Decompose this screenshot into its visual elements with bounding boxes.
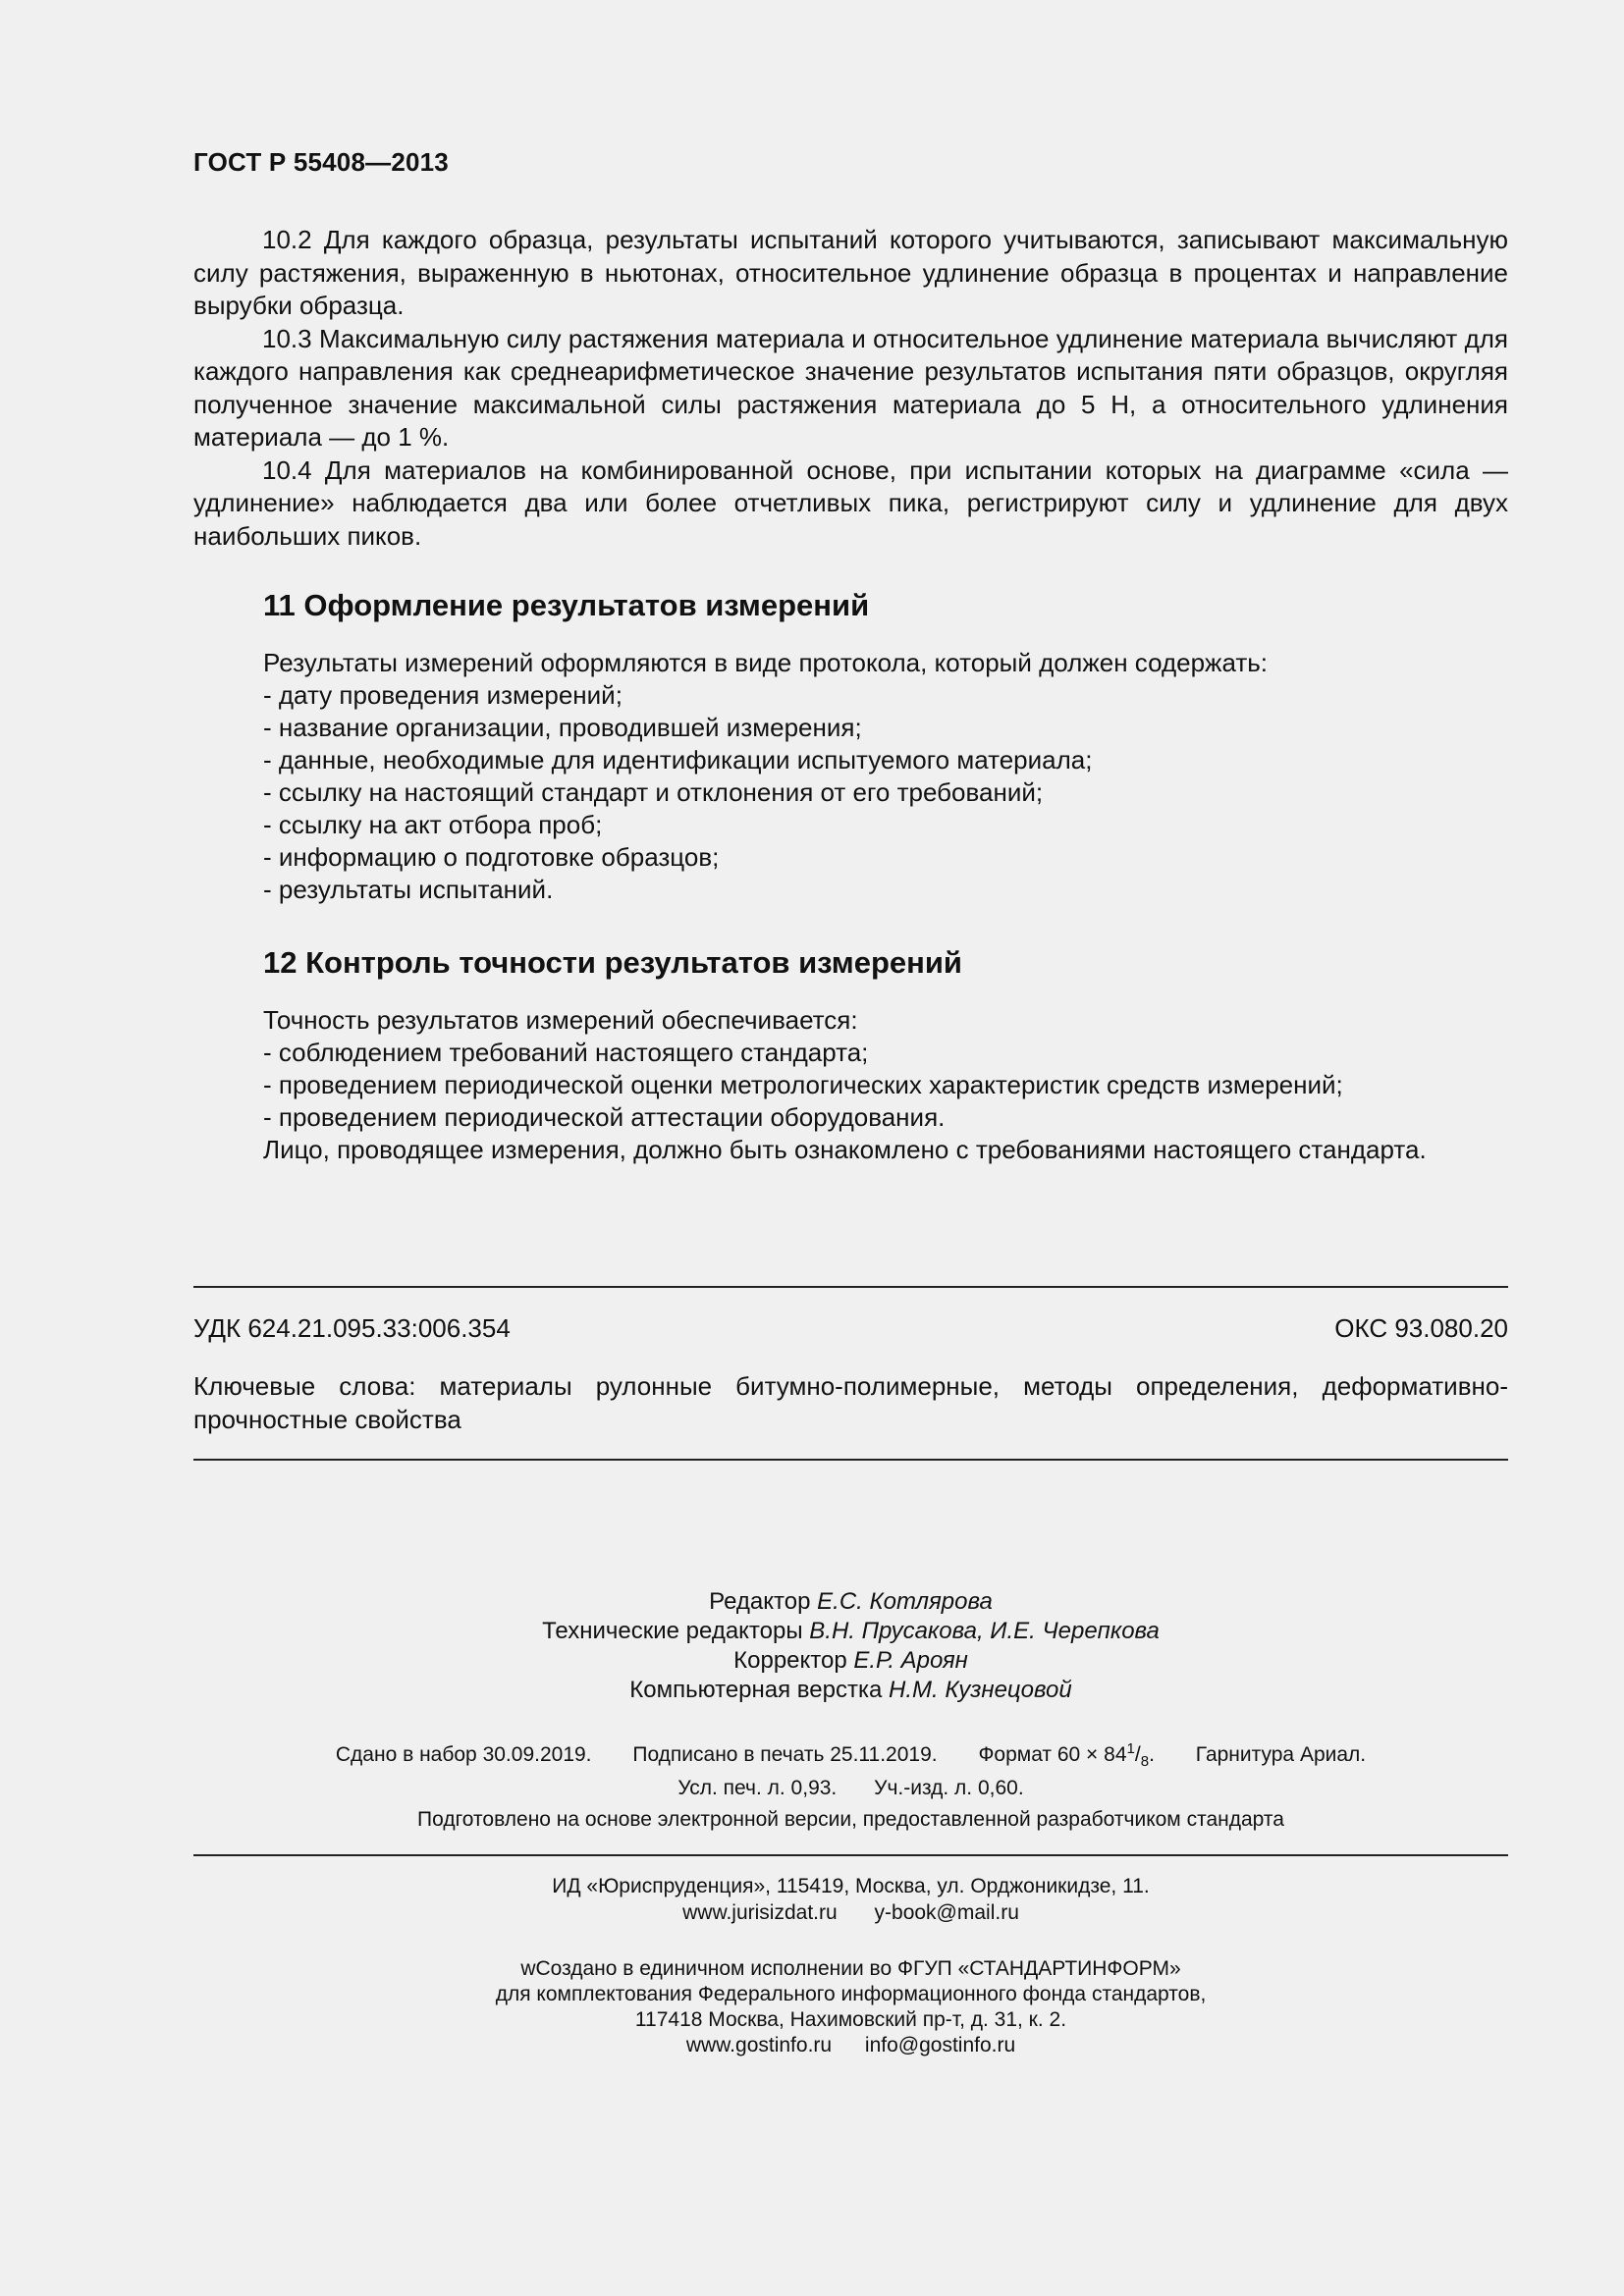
credit-layout <box>193 1676 1508 1705</box>
credit-name: Н.М. Кузнецовой <box>889 1677 1072 1703</box>
section-12 <box>263 943 1508 1166</box>
section-11 <box>263 586 1508 906</box>
udk-code: УДК 624.21.095.33:006.354 <box>193 1313 511 1343</box>
credit-name: В.Н. Прусакова, И.Е. Черепкова <box>809 1618 1160 1644</box>
classification-row <box>193 1313 1508 1344</box>
print-sheets: Усл. печ. л. 0,93. <box>677 1777 838 1800</box>
section-11-line: - ссылку на акт отбора проб; <box>263 810 603 839</box>
section-12-line: Точность результатов измерений обеспечивается: <box>263 1005 858 1035</box>
paper-format: Формат $60 \times 84^1/_8$. <box>978 1740 1155 1771</box>
paragraph-10-4: 10.4 Для материалов на комбинированной основе, при испытании которых на диаграмме «сила — удлинение» наблюдается два или более отчетливых пика, регистрируют силу и удлинение для двух наибольших пиков. <box>193 454 1508 551</box>
section-12-line: - проведением периодической аттестации оборудования. <box>263 1102 946 1132</box>
created-contacts <box>193 2033 1508 2058</box>
created-line: 117418 Москва, Нахимовский пр-т, д. 31, к. 2. <box>634 2008 1067 2031</box>
divider-top <box>193 1286 1508 1288</box>
print-info <box>193 1735 1508 1801</box>
credit-label: Компьютерная верстка <box>629 1677 883 1703</box>
credit-label: Редактор <box>709 1588 811 1615</box>
publisher-address: ИД «Юриспруденция», 115419, Москва, ул. Орджоникидзе, 11. <box>552 1875 1150 1897</box>
format-sup: 1 <box>1126 1740 1135 1757</box>
created-block <box>193 1956 1508 2058</box>
credit-tech-editors <box>193 1617 1508 1646</box>
section-12-title: 12 Контроль точности результатов измерений <box>263 945 962 980</box>
keywords: Ключевые слова: материалы рулонные битумно-полимерные, методы определения, деформативно-прочностные свойства <box>193 1371 1508 1434</box>
credit-corrector <box>193 1646 1508 1676</box>
gostinfo-site-link[interactable]: www.gostinfo.ru <box>685 2034 833 2056</box>
gostinfo-email-link[interactable]: info@gostinfo.ru <box>864 2034 1016 2056</box>
divider-publisher <box>193 1854 1508 1856</box>
credit-label: Корректор <box>733 1647 847 1674</box>
publisher-block <box>193 1873 1508 1926</box>
typeface: Гарнитура Ариал. <box>1195 1743 1367 1766</box>
doc-code: ГОСТ Р 55408—2013 <box>193 147 449 177</box>
section-12-line: - соблюдением требований настоящего стандарта; <box>263 1038 869 1067</box>
credit-name: Е.С. Котлярова <box>817 1588 993 1615</box>
credit-name: Е.Р. Ароян <box>853 1647 968 1674</box>
credit-editor <box>193 1587 1508 1617</box>
pub-sheets: Уч.-изд. л. 0,60. <box>874 1777 1024 1800</box>
paragraph-10-2: 10.2 Для каждого образца, результаты испытаний которого учитываются, записывают максимальную силу растяжения, выраженную в ньютонах, относительное удлинение образца в процентах и направление вырубки образца. <box>193 225 1508 320</box>
created-line: для комплектования Федерального информационного фонда стандартов, <box>495 1983 1207 2005</box>
publisher-email-link[interactable]: y-book@mail.ru <box>874 1901 1019 1924</box>
print-info-row <box>193 1735 1508 1775</box>
section-11-line: - название организации, проводившей измерения; <box>263 713 862 742</box>
section-11-line: - результаты испытаний. <box>263 875 554 904</box>
publisher-contacts <box>193 1899 1508 1926</box>
section-12-line: - проведением периодической оценки метрологических характеристик средств измерений; <box>263 1070 1343 1099</box>
section-12-line: Лицо, проводящее измерения, должно быть ознакомлено с требованиями настоящего стандарта. <box>263 1135 1427 1164</box>
divider-bottom <box>193 1459 1508 1461</box>
section-11-line: - данные, необходимые для идентификации испытуемого материала; <box>263 745 1093 774</box>
created-line: wСоздано в единичном исполнении во ФГУП «СТАНДАРТИНФОРМ» <box>520 1957 1181 1980</box>
credits-block <box>193 1587 1508 1705</box>
oks-code: ОКС 93.080.20 <box>1334 1313 1508 1343</box>
section-11-title: 11 Оформление результатов измерений <box>263 588 870 622</box>
section-11-line: Результаты измерений оформляются в виде протокола, который должен содержать: <box>263 648 1269 677</box>
format-suffix: . <box>1149 1743 1155 1766</box>
section-11-line: - ссылку на настоящий стандарт и отклонения от его требований; <box>263 777 1044 807</box>
format-prefix: Формат 60 × 84 <box>978 1743 1127 1766</box>
credit-label: Технические редакторы <box>542 1618 803 1644</box>
section-11-line: - дату проведения измерений; <box>263 680 623 710</box>
prepared-note: Подготовлено на основе электронной версии, предоставленной разработчиком стандарта <box>417 1808 1284 1831</box>
format-sub: 8 <box>1140 1753 1150 1771</box>
paragraph-10-3: 10.3 Максимальную силу растяжения материала и относительное удлинение материала вычисляют для каждого направления как среднеарифметическое значение результатов испытания пяти образцов, округляя полученное значение максимальной силы растяжения материала до 5 Н, а относительного удлинения материала — до 1 %. <box>193 323 1508 452</box>
section-11-line: - информацию о подготовке образцов; <box>263 842 720 872</box>
body-paragraphs <box>193 224 1508 553</box>
submitted-date: Сдано в набор 30.09.2019. <box>335 1743 592 1766</box>
publisher-site-link[interactable]: www.jurisizdat.ru <box>682 1901 838 1924</box>
signed-date: Подписано в печать 25.11.2019. <box>632 1743 938 1766</box>
print-info-row <box>193 1775 1508 1801</box>
